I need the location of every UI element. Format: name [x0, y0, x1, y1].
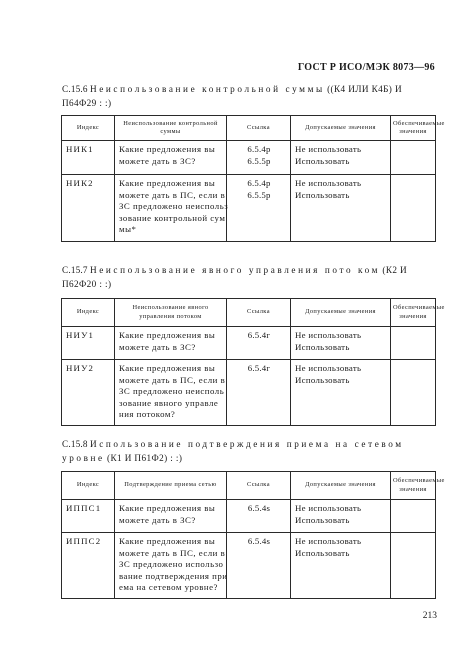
- column-header-feature: Неиспользование явного управления потоком: [115, 299, 227, 327]
- section-number: С.15.7: [62, 265, 88, 275]
- row-allowed-values: Не использовать Использовать: [291, 141, 391, 175]
- table-row: [62, 175, 436, 242]
- section-heading: Неиспользование явного управления пото ком: [90, 265, 381, 275]
- column-header-supported-values: Обеспечиваемые значения: [391, 299, 436, 327]
- column-header-reference: Ссылка: [227, 299, 291, 327]
- section-heading: Неиспользование контрольной суммы: [90, 84, 325, 94]
- row-index: НИК1: [62, 141, 115, 175]
- row-reference: 6.5.4г: [227, 327, 291, 360]
- row-allowed-values: Не использовать Использовать: [291, 360, 391, 426]
- section-number: С.15.8: [62, 439, 88, 449]
- section-title-c15-8: [62, 437, 434, 465]
- row-question: Какие предложения вы можете дать в ЗС?: [115, 327, 227, 360]
- table-header-row: [62, 116, 436, 141]
- row-reference: 6.5.4s: [227, 500, 291, 533]
- row-index: НИК2: [62, 175, 115, 242]
- column-header-reference: Ссылка: [227, 472, 291, 500]
- column-header-index: Индекс: [62, 299, 115, 327]
- column-header-index: Индекс: [62, 116, 115, 141]
- row-supported-values: [391, 500, 436, 533]
- row-reference: 6.5.4s: [227, 533, 291, 599]
- row-reference: 6.5.4г: [227, 360, 291, 426]
- table-row: [62, 360, 436, 426]
- row-supported-values: [391, 327, 436, 360]
- section-heading: Использование подтверждения приема на сетевом уровне: [62, 439, 404, 463]
- row-supported-values: [391, 175, 436, 242]
- row-index: НИУ2: [62, 360, 115, 426]
- section-title-c15-6: [62, 82, 434, 110]
- row-allowed-values: Не использовать Использовать: [291, 500, 391, 533]
- column-header-allowed-values: Допускаемые значения: [291, 299, 391, 327]
- column-header-reference: Ссылка: [227, 116, 291, 141]
- row-allowed-values: Не использовать Использовать: [291, 175, 391, 242]
- row-question: Какие предложения вы можете дать в ПС, если в ЗС предложено использо вание подтверждения при ема на сетевом уровне?: [115, 533, 227, 599]
- section-condition: (К1 И П61Ф2) : :): [107, 453, 183, 463]
- column-header-feature: Неиспользование контрольной суммы: [115, 116, 227, 141]
- table-row: [62, 141, 436, 175]
- column-header-supported-values: Обеспечиваемые значения: [391, 116, 436, 141]
- row-index: ИППС2: [62, 533, 115, 599]
- row-allowed-values: Не использовать Использовать: [291, 533, 391, 599]
- table-row: [62, 500, 436, 533]
- row-index: ИППС1: [62, 500, 115, 533]
- section-condition: (К2 И П62Ф20 : :): [62, 265, 408, 289]
- table-network-ack-use: [61, 471, 445, 599]
- row-supported-values: [391, 360, 436, 426]
- row-index: НИУ1: [62, 327, 115, 360]
- page-number: 213: [422, 611, 437, 621]
- table-checksum-nonuse: [61, 115, 445, 242]
- row-question: Какие предложения вы можете дать в ЗС?: [115, 141, 227, 175]
- table-flow-control-nonuse: [61, 298, 445, 426]
- table-header-row: [62, 472, 436, 500]
- column-header-feature: Подтверждение приема сетью: [115, 472, 227, 500]
- section-condition: ((К4 ИЛИ К4Б) И П64Ф29 : :): [62, 84, 403, 108]
- row-allowed-values: Не использовать Использовать: [291, 327, 391, 360]
- row-question: Какие предложения вы можете дать в ПС, если в ЗС предложено неиспольз зование контрольной сум мы*: [115, 175, 227, 242]
- column-header-supported-values: Обеспечиваемые значения: [391, 472, 436, 500]
- column-header-allowed-values: Допускаемые значения: [291, 116, 391, 141]
- table-row: [62, 533, 436, 599]
- row-supported-values: [391, 533, 436, 599]
- column-header-allowed-values: Допускаемые значения: [291, 472, 391, 500]
- section-number: С.15.6: [62, 84, 88, 94]
- row-reference: 6.5.4р 6.5.5р: [227, 141, 291, 175]
- section-title-c15-7: [62, 263, 434, 291]
- document-standard-header: ГОСТ Р ИСО/МЭК 8073—96: [297, 62, 435, 73]
- row-question: Какие предложения вы можете дать в ПС, если в ЗС предложено неисполь зование явного управле ния потоком?: [115, 360, 227, 426]
- row-supported-values: [391, 141, 436, 175]
- column-header-index: Индекс: [62, 472, 115, 500]
- row-question: Какие предложения вы можете дать в ЗС?: [115, 500, 227, 533]
- table-header-row: [62, 299, 436, 327]
- table-row: [62, 327, 436, 360]
- row-reference: 6.5.4р 6.5.5р: [227, 175, 291, 242]
